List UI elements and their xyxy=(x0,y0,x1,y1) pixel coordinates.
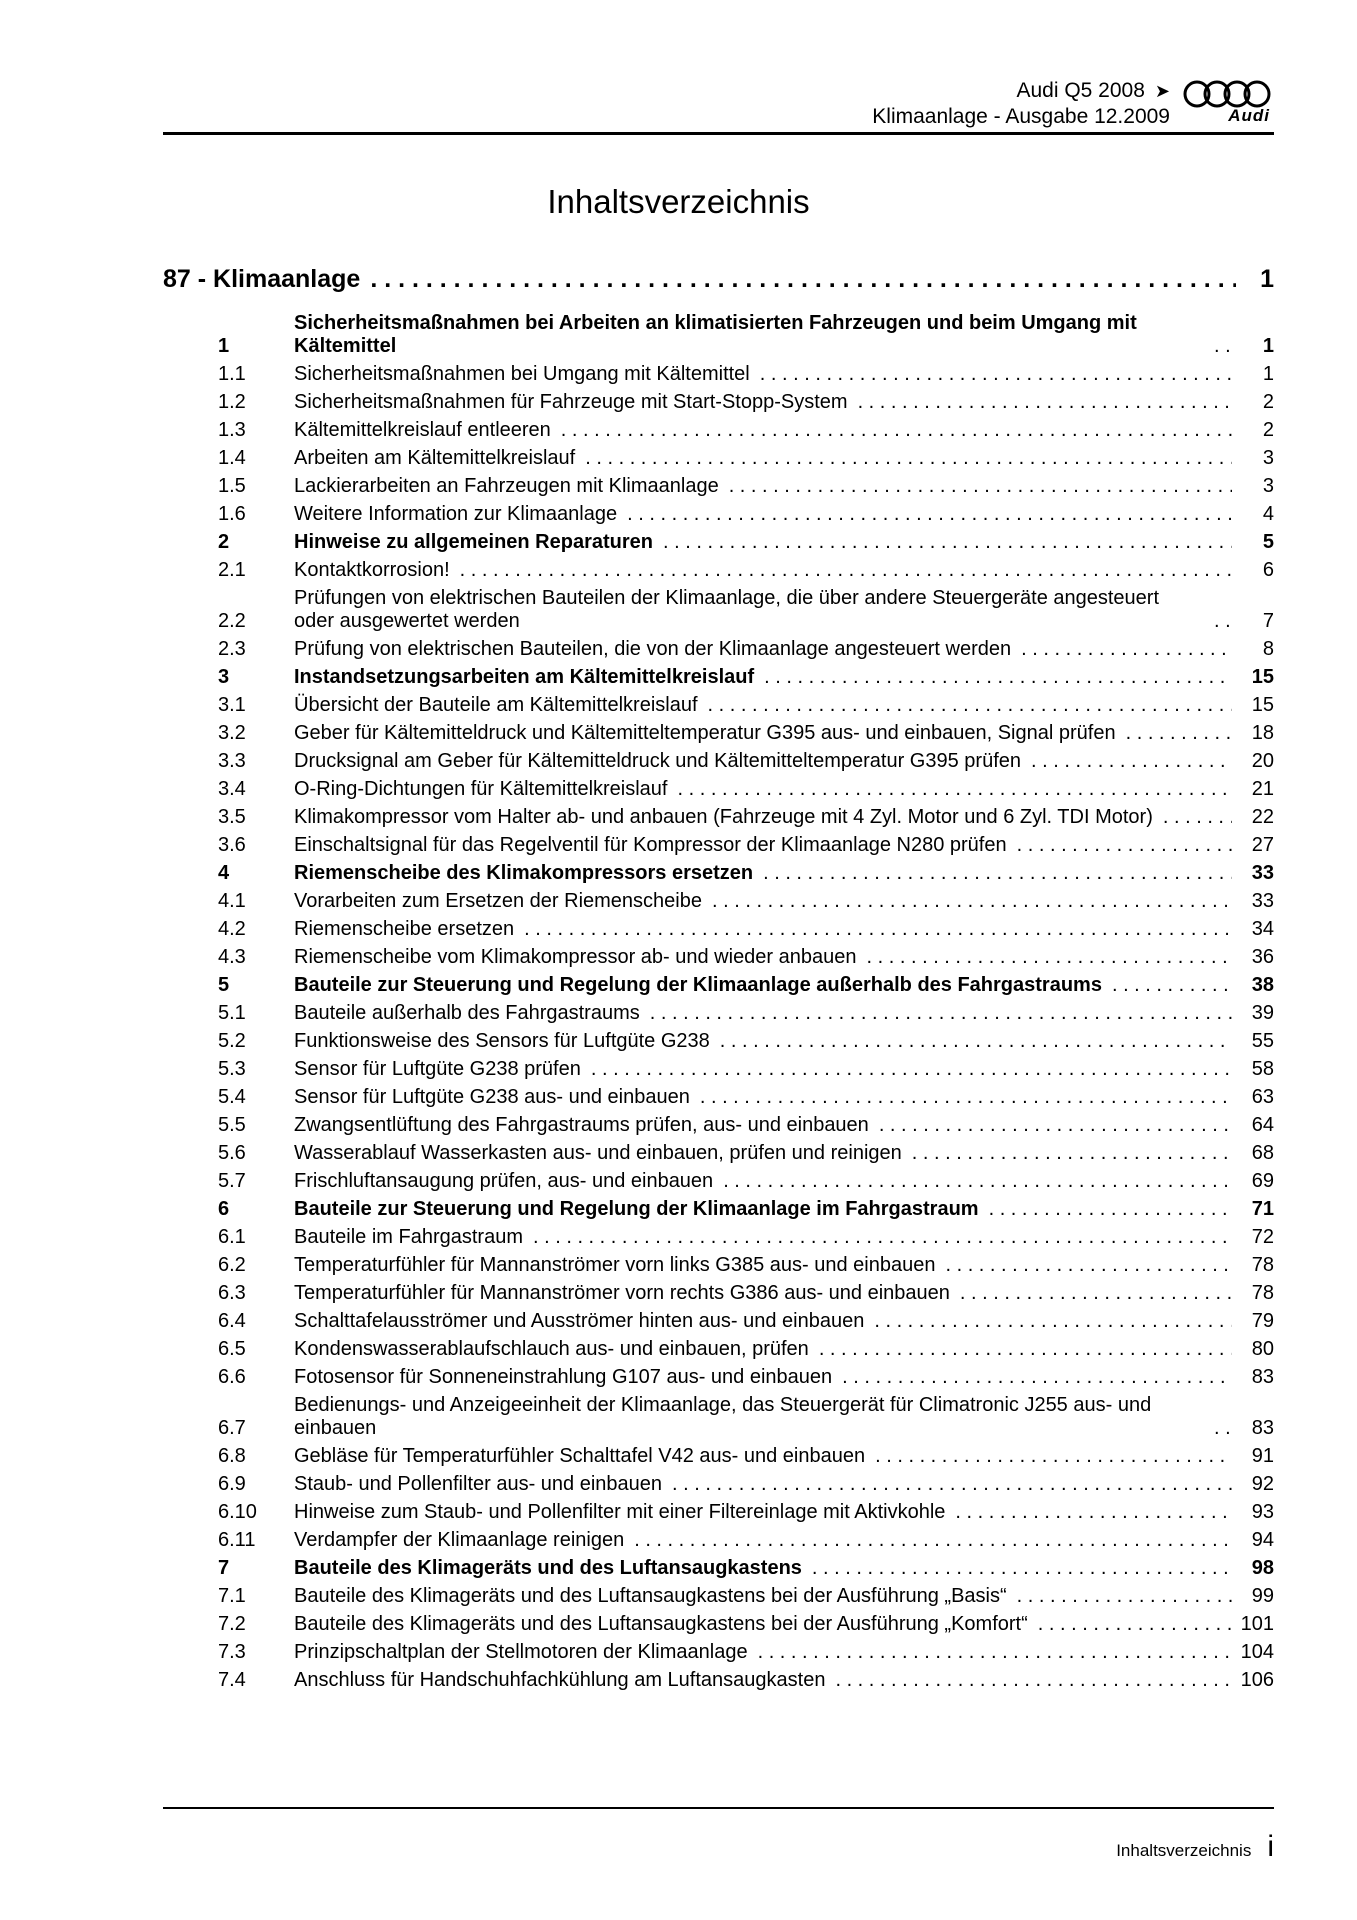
dot-leader xyxy=(842,1366,1232,1389)
toc-subsection-entry[interactable] xyxy=(163,1030,1274,1053)
entry-title: Sensor für Luftgüte G238 aus- und einbauen xyxy=(294,1086,690,1108)
dot-leader xyxy=(708,694,1232,717)
entry-page: 21 xyxy=(1251,778,1274,800)
toc-subsection-entry[interactable] xyxy=(163,1445,1274,1468)
dot-leader xyxy=(960,1282,1232,1305)
entry-page: 69 xyxy=(1251,1170,1274,1192)
entry-title: O-Ring-Dichtungen für Kältemittelkreislauf xyxy=(294,778,668,800)
entry-number: 7.4 xyxy=(218,1669,246,1691)
entry-number: 6 xyxy=(218,1198,230,1220)
entry-title: Schalttafelausströmer und Ausströmer hinten aus- und einbauen xyxy=(294,1310,865,1332)
dot-leader xyxy=(1038,1613,1232,1636)
dot-leader xyxy=(819,1338,1232,1361)
entry-title: Einschaltsignal für das Regelventil für Kompressor der Klimaanlage N280 prüfen xyxy=(294,834,1007,856)
dot-leader xyxy=(712,890,1232,913)
entry-page: 63 xyxy=(1251,1086,1274,1108)
entry-page: 78 xyxy=(1251,1254,1274,1276)
dot-leader xyxy=(533,1226,1232,1249)
toc-subsection-entry[interactable] xyxy=(163,1473,1274,1496)
entry-page: 22 xyxy=(1251,806,1274,828)
toc-subsection-entry[interactable] xyxy=(163,559,1274,582)
dot-leader xyxy=(955,1501,1232,1524)
toc-section-entry[interactable] xyxy=(163,974,1274,997)
entry-title: Bauteile zur Steuerung und Regelung der Klimaanlage außerhalb des Fahrgastraums xyxy=(294,974,1102,996)
toc-subsection-entry[interactable] xyxy=(163,918,1274,941)
toc-subsection-entry[interactable] xyxy=(163,1310,1274,1333)
toc-subsection-entry[interactable] xyxy=(163,1394,1274,1440)
entry-title: Anschluss für Handschuhfachkühlung am Luftansaugkasten xyxy=(294,1669,826,1691)
dot-leader xyxy=(678,778,1233,801)
entry-page: 15 xyxy=(1251,666,1274,688)
dot-leader xyxy=(1017,834,1232,857)
entry-number: 3.5 xyxy=(218,806,246,828)
dot-leader xyxy=(663,531,1232,554)
entry-page: 38 xyxy=(1251,974,1274,996)
toc-subsection-entry[interactable] xyxy=(163,1142,1274,1165)
entry-page: 3 xyxy=(1262,475,1274,497)
entry-page: 92 xyxy=(1251,1473,1274,1495)
toc-subsection-entry[interactable] xyxy=(163,475,1274,498)
dot-leader xyxy=(875,1445,1232,1468)
page-title: Inhaltsverzeichnis xyxy=(547,183,810,220)
entry-title: Riemenscheibe ersetzen xyxy=(294,918,515,940)
entry-page: 5 xyxy=(1262,531,1274,553)
entry-title: Temperaturfühler für Mannanströmer vorn rechts G386 aus- und einbauen xyxy=(294,1282,950,1304)
entry-page: 55 xyxy=(1251,1030,1274,1052)
entry-title: Arbeiten am Kältemittelkreislauf xyxy=(294,447,576,469)
entry-title: Kondenswasserablaufschlauch aus- und einbauen, prüfen xyxy=(294,1338,809,1360)
entry-number: 4.2 xyxy=(218,918,246,940)
dot-leader xyxy=(1126,722,1232,745)
toc-subsection-entry[interactable] xyxy=(163,363,1274,386)
dot-leader xyxy=(874,1310,1232,1333)
toc-subsection-entry[interactable] xyxy=(163,1366,1274,1389)
entry-title: Riemenscheibe des Klimakompressors ersetzen xyxy=(294,862,754,884)
entry-title: Vorarbeiten zum Ersetzen der Riemenscheibe xyxy=(294,890,702,912)
entry-page: 2 xyxy=(1262,419,1274,441)
toc-subsection-entry[interactable] xyxy=(163,1501,1274,1524)
entry-page: 6 xyxy=(1262,559,1274,581)
toc-section-entry[interactable] xyxy=(163,1198,1274,1221)
entry-title: Weitere Information zur Klimaanlage xyxy=(294,503,618,525)
entry-page: 68 xyxy=(1251,1142,1274,1164)
entry-title: Verdampfer der Klimaanlage reinigen xyxy=(294,1529,625,1551)
toc-subsection-entry[interactable] xyxy=(163,1338,1274,1361)
entry-title: Klimakompressor vom Halter ab- und anbauen (Fahrzeuge mit 4 Zyl. Motor und 6 Zyl. TDI Motor) xyxy=(294,806,1153,828)
entry-number: 1.3 xyxy=(218,419,246,441)
brand-wordmark: Audi xyxy=(1228,106,1270,125)
dot-leader xyxy=(370,265,1236,294)
header-divider xyxy=(163,132,1274,135)
entry-page: 39 xyxy=(1251,1002,1274,1024)
entry-page: 27 xyxy=(1251,834,1274,856)
entry-title: Bauteile des Klimageräts und des Luftansaugkastens bei der Ausführung „Basis“ xyxy=(294,1585,1007,1607)
page-footer xyxy=(1116,1830,1274,1864)
toc-section-entry[interactable] xyxy=(163,666,1274,689)
entry-number: 5.7 xyxy=(218,1170,246,1192)
dot-leader xyxy=(812,1557,1232,1580)
dot-leader xyxy=(700,1086,1232,1109)
entry-page: 8 xyxy=(1262,638,1274,660)
entry-page: 94 xyxy=(1251,1529,1274,1551)
entry-number: 1.5 xyxy=(218,475,246,497)
toc-subsection-entry[interactable] xyxy=(163,503,1274,526)
entry-title: Übersicht der Bauteile am Kältemittelkreislauf xyxy=(294,694,698,716)
page-header xyxy=(163,74,1274,134)
entry-number: 1.6 xyxy=(218,503,246,525)
entry-title: Sicherheitsmaßnahmen bei Arbeiten an klimatisierten Fahrzeugen und beim Umgang mit Kältemittel xyxy=(294,312,1137,357)
toc-section-entry[interactable] xyxy=(163,531,1274,554)
dot-leader xyxy=(764,666,1232,689)
toc-section-entry[interactable] xyxy=(163,1557,1274,1580)
entry-page: 71 xyxy=(1251,1198,1274,1220)
entry-title: Lackierarbeiten an Fahrzeugen mit Klimaanlage xyxy=(294,475,719,497)
entry-number: 4.3 xyxy=(218,946,246,968)
entry-number: 1.4 xyxy=(218,447,246,469)
entry-number: 6.5 xyxy=(218,1338,246,1360)
entry-title: Fotosensor für Sonneneinstrahlung G107 aus- und einbauen xyxy=(294,1366,833,1388)
dot-leader xyxy=(561,419,1232,442)
footer-page-number: i xyxy=(1267,1830,1274,1863)
dot-leader xyxy=(672,1473,1232,1496)
dot-leader xyxy=(460,559,1232,582)
entry-page: 1 xyxy=(1262,363,1274,385)
entry-title: Kontaktkorrosion! xyxy=(294,559,450,581)
entry-title: Prinzipschaltplan der Stellmotoren der Klimaanlage xyxy=(294,1641,748,1663)
entry-title: Staub- und Pollenfilter aus- und einbauen xyxy=(294,1473,663,1495)
dot-leader xyxy=(729,475,1232,498)
entry-number: 3.1 xyxy=(218,694,246,716)
toc-subsection-entry[interactable] xyxy=(163,419,1274,442)
toc-subsection-entry[interactable] xyxy=(163,1669,1274,1692)
entry-number: 3 xyxy=(218,666,230,688)
entry-number: 7 xyxy=(218,1557,230,1579)
dot-leader xyxy=(879,1114,1232,1137)
entry-page: 106 xyxy=(1240,1669,1274,1691)
dot-leader xyxy=(945,1254,1232,1277)
dot-leader xyxy=(524,918,1232,941)
entry-number: 6.11 xyxy=(218,1529,256,1551)
entry-title: Sensor für Luftgüte G238 prüfen xyxy=(294,1058,581,1080)
dot-leader xyxy=(835,1669,1232,1692)
toc-subsection-entry[interactable] xyxy=(163,447,1274,470)
header-subtitle: Klimaanlage - Ausgabe 12.2009 xyxy=(872,105,1170,128)
entry-title: Bauteile des Klimageräts und des Luftansaugkastens bei der Ausführung „Komfort“ xyxy=(294,1613,1028,1635)
dot-leader xyxy=(1214,335,1232,358)
dot-leader xyxy=(1214,1417,1232,1440)
entry-number: 1.2 xyxy=(218,391,246,413)
entry-number: 6.7 xyxy=(218,1417,246,1439)
toc-subsection-entry[interactable] xyxy=(163,1114,1274,1137)
dot-leader xyxy=(758,1641,1232,1664)
dot-leader xyxy=(1214,610,1232,633)
entry-title: Prüfungen von elektrischen Bauteilen der Klimaanlage, die über andere Steuergeräte angesteuert oder ausgewertet werden xyxy=(294,587,1160,632)
toc-subsection-entry[interactable] xyxy=(163,391,1274,414)
dot-leader xyxy=(1031,750,1232,773)
table-of-contents xyxy=(163,265,1274,1697)
entry-title: Frischluftansaugung prüfen, aus- und einbauen xyxy=(294,1170,714,1192)
entry-title: Bauteile zur Steuerung und Regelung der Klimaanlage im Fahrgastraum xyxy=(294,1198,979,1220)
arrow-right-icon: ➤ xyxy=(1154,81,1170,101)
toc-subsection-entry[interactable] xyxy=(163,694,1274,717)
entry-page: 34 xyxy=(1251,918,1274,940)
entry-page: 91 xyxy=(1251,1445,1274,1467)
toc-subsection-entry[interactable] xyxy=(163,587,1274,633)
entry-number: 1 xyxy=(218,335,230,357)
toc-subsection-entry[interactable] xyxy=(163,1282,1274,1305)
entry-page: 2 xyxy=(1262,391,1274,413)
entry-page: 4 xyxy=(1262,503,1274,525)
entry-title: Bauteile des Klimageräts und des Luftansaugkastens xyxy=(294,1557,802,1579)
toc-subsection-entry[interactable] xyxy=(163,1529,1274,1552)
entry-number: 3.2 xyxy=(218,722,246,744)
entry-number: 6.4 xyxy=(218,1310,246,1332)
entry-title: Drucksignal am Geber für Kältemitteldruck und Kältemitteltemperatur G395 prüfen xyxy=(294,750,1022,772)
entry-page: 36 xyxy=(1251,946,1274,968)
dot-leader xyxy=(867,946,1232,969)
entry-title: Zwangsentlüftung des Fahrgastraums prüfen, aus- und einbauen xyxy=(294,1114,869,1136)
entry-number: 6.6 xyxy=(218,1366,246,1388)
entry-number: 5.6 xyxy=(218,1142,246,1164)
entry-number: 5.4 xyxy=(218,1086,246,1108)
entry-title: Bauteile im Fahrgastraum xyxy=(294,1226,523,1248)
entry-title: Funktionsweise des Sensors für Luftgüte G238 xyxy=(294,1030,710,1052)
entry-page: 58 xyxy=(1251,1058,1274,1080)
entry-number: 2 xyxy=(218,531,230,553)
toc-subsection-entry[interactable] xyxy=(163,1170,1274,1193)
entry-page: 99 xyxy=(1251,1585,1274,1607)
toc-subsection-entry[interactable] xyxy=(163,1058,1274,1081)
entry-number: 5.5 xyxy=(218,1114,246,1136)
entry-title: Hinweise zu allgemeinen Reparaturen xyxy=(294,531,653,553)
chapter-page: 1 xyxy=(1260,265,1274,293)
dot-leader xyxy=(912,1142,1232,1165)
entry-number: 6.9 xyxy=(218,1473,246,1495)
entry-page: 7 xyxy=(1262,610,1274,632)
entry-page: 78 xyxy=(1251,1282,1274,1304)
entry-title: Geber für Kältemitteldruck und Kältemitteltemperatur G395 aus- und einbauen, Signal prüfen xyxy=(294,722,1116,744)
entry-number: 2.3 xyxy=(218,638,246,660)
entry-page: 33 xyxy=(1251,890,1274,912)
entry-page: 1 xyxy=(1262,335,1274,357)
entry-number: 2.1 xyxy=(218,559,246,581)
entry-number: 4.1 xyxy=(218,890,246,912)
entry-number: 5.2 xyxy=(218,1030,246,1052)
entry-page: 72 xyxy=(1251,1226,1274,1248)
entry-title: Wasserablauf Wasserkasten aus- und einbauen, prüfen und reinigen xyxy=(294,1142,902,1164)
dot-leader xyxy=(1021,638,1232,661)
entry-number: 6.2 xyxy=(218,1254,246,1276)
entry-title: Riemenscheibe vom Klimakompressor ab- und wieder anbauen xyxy=(294,946,857,968)
toc-subsection-entry[interactable] xyxy=(163,722,1274,745)
entry-title: Sicherheitsmaßnahmen bei Umgang mit Kältemittel xyxy=(294,363,750,385)
dot-leader xyxy=(858,391,1232,414)
toc-subsection-entry[interactable] xyxy=(163,806,1274,829)
dot-leader xyxy=(763,862,1232,885)
entry-page: 93 xyxy=(1251,1501,1274,1523)
toc-subsection-entry[interactable] xyxy=(163,1086,1274,1109)
entry-number: 7.2 xyxy=(218,1613,246,1635)
entry-number: 6.3 xyxy=(218,1282,246,1304)
dot-leader xyxy=(627,503,1232,526)
entry-number: 3.6 xyxy=(218,834,246,856)
chapter-title: 87 - Klimaanlage xyxy=(163,265,361,293)
entry-title: Prüfung von elektrischen Bauteilen, die von der Klimaanlage angesteuert werden xyxy=(294,638,1012,660)
entry-number: 6.1 xyxy=(218,1226,246,1248)
entry-page: 20 xyxy=(1251,750,1274,772)
dot-leader xyxy=(989,1198,1232,1221)
dot-leader xyxy=(634,1529,1232,1552)
dot-leader xyxy=(723,1170,1232,1193)
entry-page: 101 xyxy=(1240,1613,1274,1635)
header-text xyxy=(872,78,1170,130)
dot-leader xyxy=(760,363,1232,386)
entry-page: 15 xyxy=(1251,694,1274,716)
toc-section-entry[interactable] xyxy=(163,312,1274,358)
entry-title: Temperaturfühler für Mannanströmer vorn links G385 aus- und einbauen xyxy=(294,1254,936,1276)
entry-number: 7.3 xyxy=(218,1641,246,1663)
dot-leader xyxy=(1017,1585,1232,1608)
entry-title: Bedienungs- und Anzeigeeinheit der Klimaanlage, das Steuergerät für Climatronic J255 aus- und einbauen xyxy=(294,1394,1152,1439)
toc-subsection-entry[interactable] xyxy=(163,750,1274,773)
entry-number: 5.3 xyxy=(218,1058,246,1080)
entry-page: 80 xyxy=(1251,1338,1274,1360)
dot-leader xyxy=(720,1030,1232,1053)
toc-subsection-entry[interactable] xyxy=(163,890,1274,913)
entry-page: 83 xyxy=(1251,1417,1274,1439)
entry-number: 5 xyxy=(218,974,230,996)
toc-subsection-entry[interactable] xyxy=(163,778,1274,801)
entry-page: 98 xyxy=(1251,1557,1274,1579)
entry-title: Hinweise zum Staub- und Pollenfilter mit einer Filtereinlage mit Aktivkohle xyxy=(294,1501,946,1523)
entry-page: 18 xyxy=(1251,722,1274,744)
chapter-entry[interactable] xyxy=(163,265,1274,307)
entry-page: 64 xyxy=(1251,1114,1274,1136)
toc-section-entry[interactable] xyxy=(163,862,1274,885)
toc-subsection-entry[interactable] xyxy=(163,1226,1274,1249)
entry-title: Kältemittelkreislauf entleeren xyxy=(294,419,551,441)
dot-leader xyxy=(1163,806,1232,829)
entry-number: 3.4 xyxy=(218,778,246,800)
dot-leader xyxy=(1112,974,1232,997)
entry-number: 7.1 xyxy=(218,1585,246,1607)
toc-subsection-entry[interactable] xyxy=(163,1613,1274,1636)
entry-title: Sicherheitsmaßnahmen für Fahrzeuge mit Start-Stopp-System xyxy=(294,391,848,413)
toc-subsection-entry[interactable] xyxy=(163,1641,1274,1664)
toc-subsection-entry[interactable] xyxy=(163,1002,1274,1025)
toc-subsection-entry[interactable] xyxy=(163,834,1274,857)
entry-number: 2.2 xyxy=(218,610,246,632)
entry-number: 3.3 xyxy=(218,750,246,772)
dot-leader xyxy=(591,1058,1232,1081)
entry-number: 6.8 xyxy=(218,1445,246,1467)
entry-number: 5.1 xyxy=(218,1002,246,1024)
dot-leader xyxy=(585,447,1232,470)
entry-title: Gebläse für Temperaturfühler Schalttafel V42 aus- und einbauen xyxy=(294,1445,866,1467)
entry-page: 33 xyxy=(1251,862,1274,884)
entry-page: 83 xyxy=(1251,1366,1274,1388)
toc-subsection-entry[interactable] xyxy=(163,638,1274,661)
entry-number: 4 xyxy=(218,862,230,884)
entry-page: 79 xyxy=(1251,1310,1274,1332)
dot-leader xyxy=(650,1002,1232,1025)
header-model: Audi Q5 2008 xyxy=(1016,79,1145,102)
entry-title: Bauteile außerhalb des Fahrgastraums xyxy=(294,1002,640,1024)
entry-page: 3 xyxy=(1262,447,1274,469)
entry-page: 104 xyxy=(1240,1641,1274,1663)
toc-subsection-entry[interactable] xyxy=(163,946,1274,969)
footer-label: Inhaltsverzeichnis xyxy=(1116,1841,1252,1860)
footer-divider xyxy=(163,1807,1274,1809)
entry-title: Instandsetzungsarbeiten am Kältemittelkreislauf xyxy=(294,666,755,688)
toc-subsection-entry[interactable] xyxy=(163,1254,1274,1277)
entry-number: 6.10 xyxy=(218,1501,257,1523)
toc-subsection-entry[interactable] xyxy=(163,1585,1274,1608)
entry-number: 1.1 xyxy=(218,363,246,385)
